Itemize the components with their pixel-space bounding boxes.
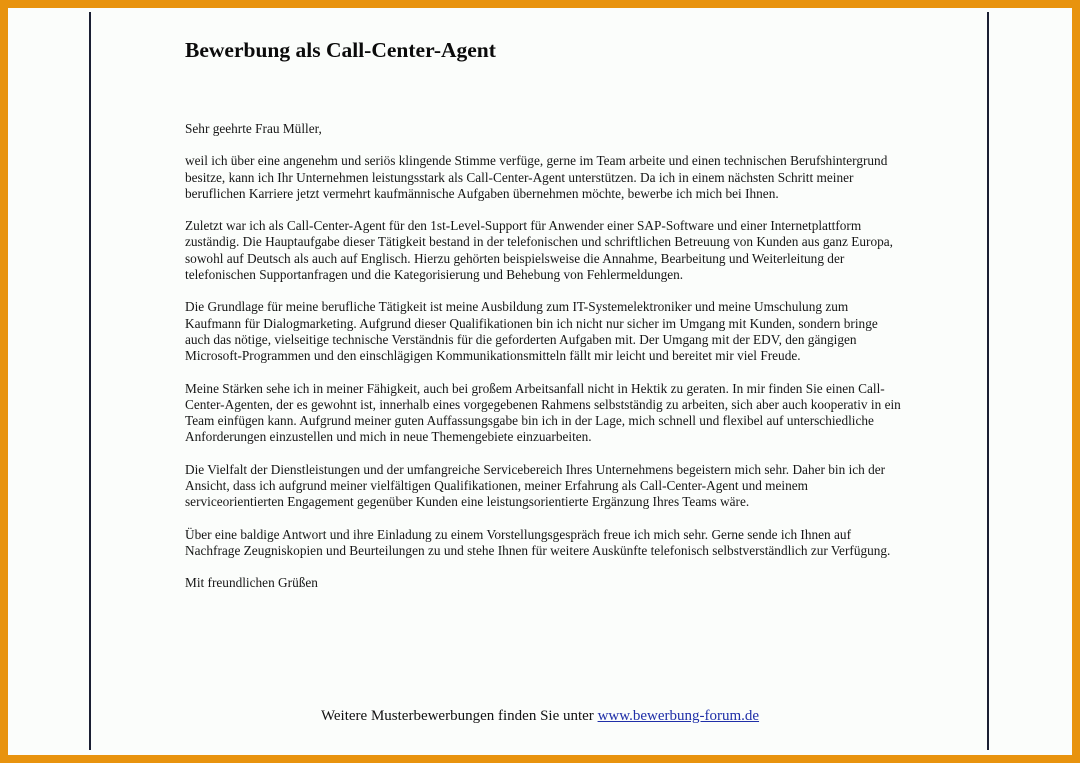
paragraph: Die Vielfalt der Dienstleistungen und der umfangreiche Servicebereich Ihres Unternehmens begeistern mich sehr. Daher bin ich der Ansicht, dass ich aufgrund meiner vielfältigen Qualifikationen, meiner Erfahrung als Call-Center-Agent und meinem serviceorientierten Engagement gegenüber Kunden eine leistungsorientierte Ergänzung Ihres Teams wäre. (185, 461, 886, 510)
footer-text: Weitere Musterbewerbungen finden Sie unter (320, 708, 598, 724)
letter-body (185, 121, 905, 592)
salutation: Sehr geehrte Frau Müller, (185, 121, 322, 136)
paragraph: weil ich über eine angenehm und seriös klingende Stimme verfüge, gerne im Team arbeite und einen technischen Berufshintergrund besitze, kann ich Ihr Unternehmen leistungsstark als Call-Center-Agent unterstützen. Da ich in einem nächsten Schritt meiner beruflichen Karriere jetzt vermehrt kaufmännische Aufgaben übernehmen möchte, bewerbe ich mich bei Ihnen. (185, 153, 888, 201)
paragraph: Meine Stärken sehe ich in meiner Fähigkeit, auch bei großem Arbeitsanfall nicht in Hektik zu geraten. In mir finden Sie einen Call-Center-Agenten, der es gewohnt ist, innerhalb eines vorgegebenen Rahmens selbstständig zu arbeiten, sich aber auch kooperativ in ein Team einfügen kann. Aufgrund meiner guten Auffassungsgabe bin ich in der Lage, mich schnell und flexibel auf unterschiedliche Anforderungen einzustellen und mich in neue Themengebiete einzuarbeiten. (185, 380, 901, 445)
document-title: Bewerbung als Call-Center-Agent (185, 38, 496, 62)
paragraph: Die Grundlage für meine berufliche Tätigkeit ist meine Ausbildung zum IT-Systemelektroniker und meine Umschulung zum Kaufmann für Dialogmarketing. Aufgrund dieser Qualifikationen bin ich nicht nur sicher im Umgang mit Kunden, sondern bringe auch das nötige, vielseitige technische Verständnis für die geforderten Aufgaben mit. Der Umgang mit der EDV, den gängigen Microsoft-Programmen und den einschlägigen Kommunikationsmitteln fällt mir leicht und bereitet mir viel Freude. (185, 299, 878, 364)
right-margin-rule (987, 12, 989, 750)
footer-link[interactable]: www.bewerbung-forum.de (597, 708, 760, 724)
left-margin-rule (89, 12, 91, 750)
footer (8, 708, 1072, 725)
paragraph: Zuletzt war ich als Call-Center-Agent für den 1st-Level-Support für Anwender einer SAP-Software und einer Internetplattform zuständig. Die Hauptaufgabe dieser Tätigkeit bestand in der telefonischen und schriftlichen Betreuung von Kunden aus ganz Europa, sowohl auf Deutsch als auch auf Englisch. Hierzu gehörten beispielsweise die Annahme, Bearbeitung und Weiterleitung der telefonischen Supportanfragen und die Kategorisierung und Behebung von Fehlermeldungen. (185, 218, 893, 283)
paragraph: Über eine baldige Antwort und ihre Einladung zu einem Vorstellungsgespräch freue ich mich sehr. Gerne sende ich Ihnen auf Nachfrage Zeugniskopien und Beurteilungen zu und stehe Ihnen für weitere Auskünfte telefonisch selbstverständlich zur Verfügung. (185, 526, 891, 558)
closing: Mit freundlichen Grüßen (185, 575, 318, 591)
